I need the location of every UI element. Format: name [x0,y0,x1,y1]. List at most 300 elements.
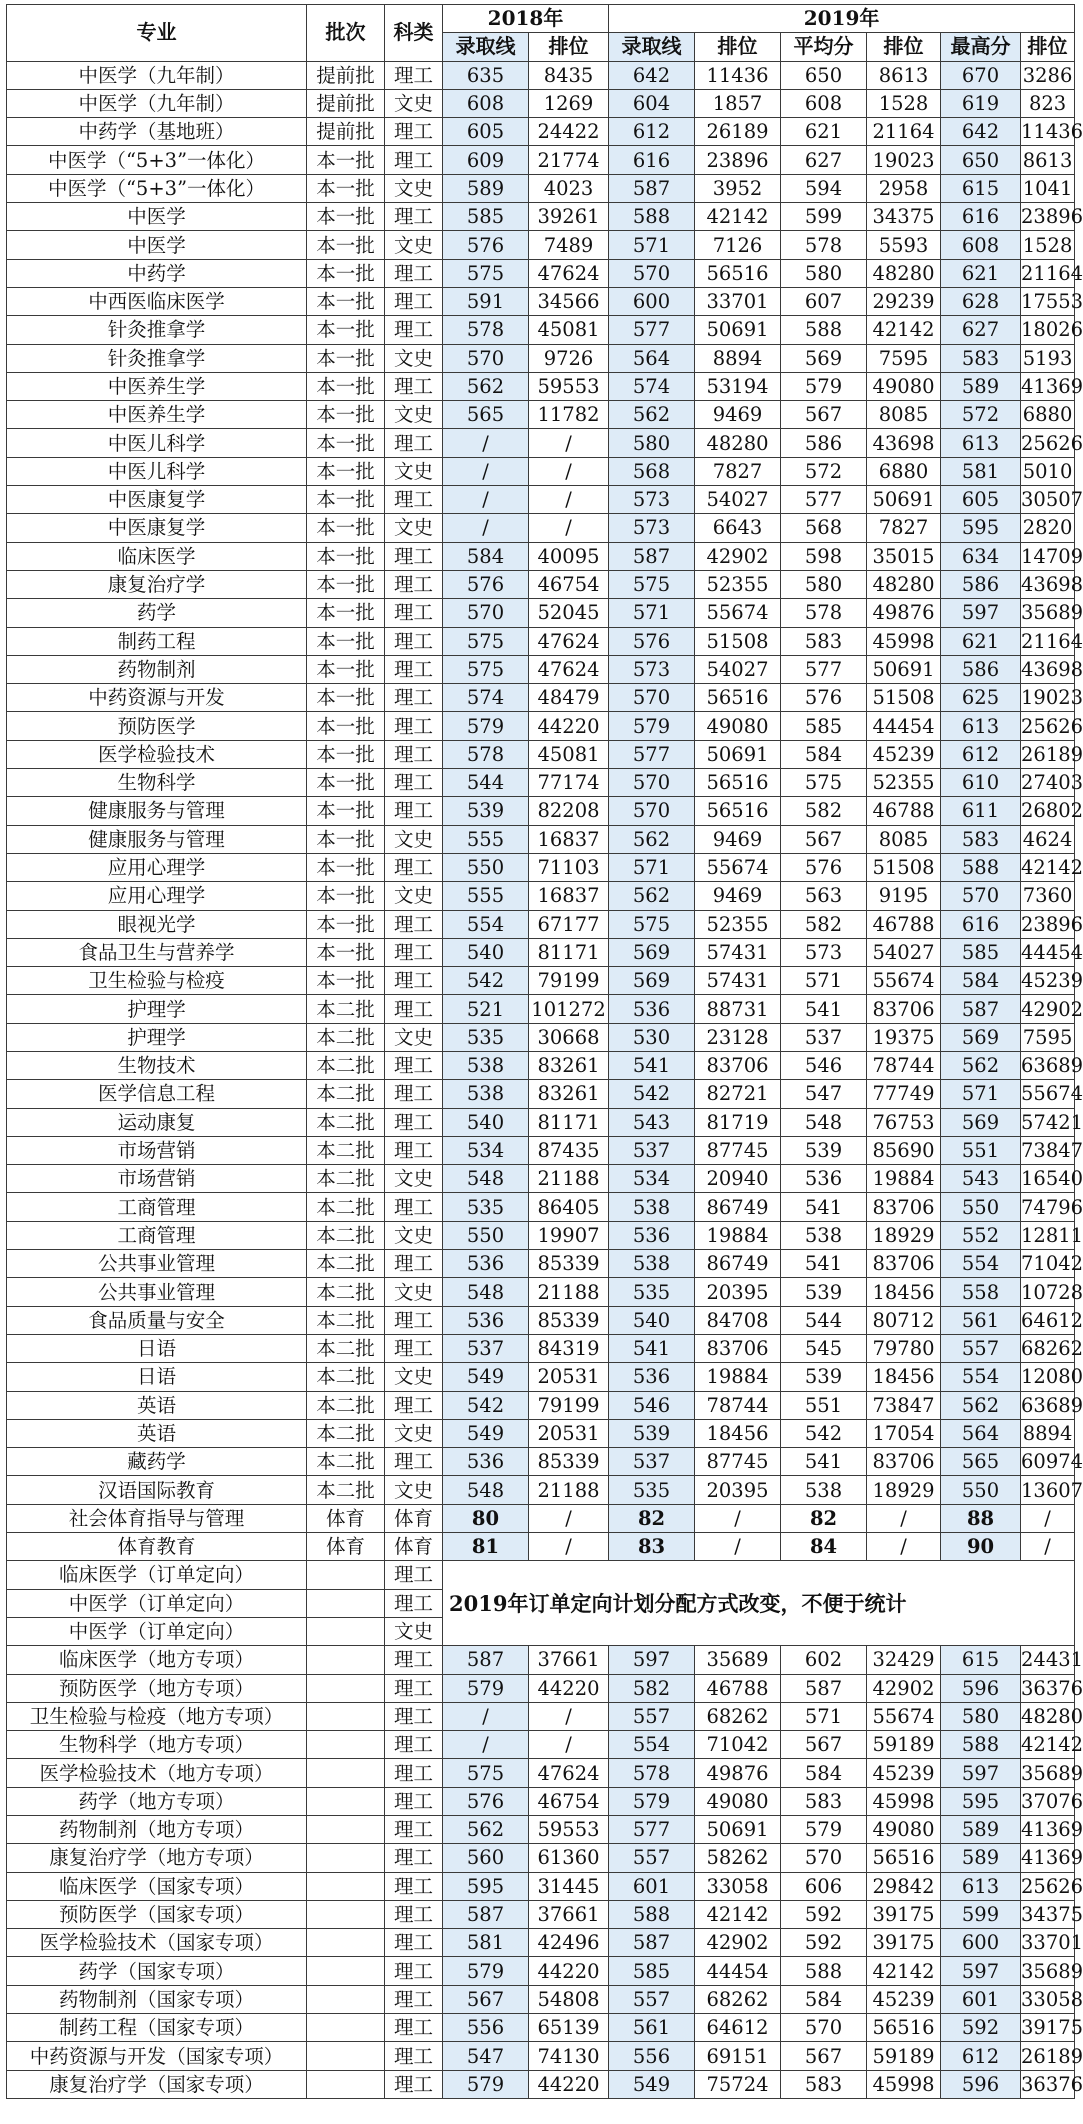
max-rank-2019-cell: 4624 [1021,825,1075,853]
batch-cell [307,2014,385,2042]
rank-2019-cell: 56516 [695,259,781,287]
max-2019-cell: 585 [941,938,1021,966]
major-cell: 制药工程 [7,627,307,655]
cut-2019-cell: 535 [609,1476,695,1504]
table-row [7,1731,1075,1759]
max-2019-cell: 605 [941,486,1021,514]
avg-2019-cell: 594 [781,174,867,202]
rank-2018-cell: 7489 [529,231,609,259]
category-cell: 理工 [385,61,443,89]
max-rank-2019-cell: 1528 [1021,231,1075,259]
major-cell: 临床医学（国家专项） [7,1872,307,1900]
rank-2019-cell: 23896 [695,146,781,174]
rank-2019-cell: 50691 [695,316,781,344]
rank-2018-cell: 46754 [529,1787,609,1815]
rank-2018-cell: 24422 [529,118,609,146]
table-row [7,684,1075,712]
cut-2018-cell: 555 [443,825,529,853]
cut-2018-cell: 579 [443,1674,529,1702]
avg-rank-2019-cell: 45998 [867,627,941,655]
table-row [7,1844,1075,1872]
rank-2019-cell: 1857 [695,89,781,117]
batch-cell: 本二批 [307,1221,385,1249]
avg-2019-cell: 575 [781,769,867,797]
cut-2018-cell: 560 [443,1844,529,1872]
avg-2019-cell: 576 [781,853,867,881]
rank-2019-cell: 44454 [695,1957,781,1985]
max-rank-2019-cell: 43698 [1021,655,1075,683]
rank-2018-cell: / [529,1533,609,1561]
max-rank-2019-cell: 19023 [1021,684,1075,712]
max-2019-cell: 612 [941,2042,1021,2070]
cut-2019-cell: 562 [609,882,695,910]
cut-2018-cell: 574 [443,684,529,712]
table-row [7,1787,1075,1815]
rank-2018-header: 排位 [529,33,609,61]
category-cell: 理工 [385,542,443,570]
cut-2018-cell: 578 [443,740,529,768]
max-rank-2019-cell: 17553 [1021,287,1075,315]
max-rank-2019-cell: 8613 [1021,146,1075,174]
major-cell: 中药学（基地班） [7,118,307,146]
avg-2019-cell: 580 [781,570,867,598]
batch-cell: 本一批 [307,542,385,570]
major-cell: 护理学 [7,1023,307,1051]
table-row [7,1023,1075,1051]
avg-2019-cell: 567 [781,401,867,429]
avg-rank-2019-cell: 18456 [867,1278,941,1306]
avg-2019-cell: 578 [781,231,867,259]
batch-cell: 本二批 [307,1419,385,1447]
rank-2019-header: 排位 [695,33,781,61]
avg-2019-cell: 584 [781,1985,867,2013]
max-2019-cell: 619 [941,89,1021,117]
rank-2019-cell: 11436 [695,61,781,89]
max-rank-2019-cell: / [1021,1504,1075,1532]
major-cell: 药物制剂（地方专项） [7,1816,307,1844]
rank-2018-cell: 1269 [529,89,609,117]
batch-cell: 本二批 [307,1250,385,1278]
batch-cell [307,1646,385,1674]
avg-2019-cell: 598 [781,542,867,570]
rank-2018-cell: 16837 [529,825,609,853]
cut-2019-cell: 530 [609,1023,695,1051]
rank-2018-cell: 44220 [529,712,609,740]
avg-2019-cell: 577 [781,655,867,683]
category-cell: 文史 [385,1221,443,1249]
max-2019-cell: 596 [941,1674,1021,1702]
batch-cell: 本一批 [307,853,385,881]
batch-cell: 本一批 [307,655,385,683]
major-cell: 社会体育指导与管理 [7,1504,307,1532]
max-2019-cell: 613 [941,429,1021,457]
max-2019-cell: 589 [941,1816,1021,1844]
rank-2019-cell: 52355 [695,910,781,938]
rank-2019-cell: 56516 [695,797,781,825]
avg-2019-cell: 579 [781,372,867,400]
rank-2018-cell: 86405 [529,1193,609,1221]
batch-cell: 本二批 [307,1165,385,1193]
avg-rank-2019-cell: 50691 [867,486,941,514]
avg-rank-2019-cell: 83706 [867,1250,941,1278]
max-2019-cell: 588 [941,853,1021,881]
max-rank-2019-cell: 12811 [1021,1221,1075,1249]
batch-cell: 本一批 [307,372,385,400]
avg-2019-cell: 585 [781,712,867,740]
avg-2019-cell: 586 [781,429,867,457]
category-cell: 文史 [385,882,443,910]
category-cell: 理工 [385,797,443,825]
rank-2019-cell: 42902 [695,542,781,570]
rank-2019-cell: 54027 [695,655,781,683]
major-cell: 卫生检验与检疫 [7,967,307,995]
cut-2018-cell: 556 [443,2014,529,2042]
rank-2018-cell: 83261 [529,1051,609,1079]
major-header: 专业 [7,5,307,62]
avg-rank-2019-cell: 39175 [867,1929,941,1957]
rank-2018-cell: 101272 [529,995,609,1023]
max-rank-2019-cell: 42142 [1021,1731,1075,1759]
major-cell: 中医儿科学 [7,429,307,457]
rank-2019-cell: 6643 [695,514,781,542]
max-2019-cell: 564 [941,1419,1021,1447]
max-rank-2019-cell: 11436 [1021,118,1075,146]
max-rank-2019-cell: 14709 [1021,542,1075,570]
max-rank-2019-cell: 63689 [1021,1391,1075,1419]
major-cell: 康复治疗学（国家专项） [7,2070,307,2098]
category-cell: 文史 [385,1419,443,1447]
rank-2019-cell: 75724 [695,2070,781,2098]
rank-2019-cell: 81719 [695,1108,781,1136]
max-2019-cell: 550 [941,1193,1021,1221]
cut-2019-cell: 587 [609,542,695,570]
rank-2019-cell: 87745 [695,1136,781,1164]
category-cell: 文史 [385,457,443,485]
avg-2019-cell: 572 [781,457,867,485]
batch-cell: 本二批 [307,1363,385,1391]
rank-2018-cell: / [529,486,609,514]
cut-2018-cell: / [443,1702,529,1730]
max-2019-cell: 615 [941,1646,1021,1674]
rank-2019-cell: 23128 [695,1023,781,1051]
category-cell: 理工 [385,712,443,740]
max-rank-2019-cell: 26189 [1021,740,1075,768]
batch-cell: 本一批 [307,174,385,202]
batch-cell: 本一批 [307,910,385,938]
cut-2019-cell: 564 [609,344,695,372]
cut-2018-cell: / [443,429,529,457]
max-2019-cell: 586 [941,655,1021,683]
rank-2018-cell: 47624 [529,259,609,287]
table-row [7,853,1075,881]
major-cell: 医学信息工程 [7,1080,307,1108]
batch-cell [307,1702,385,1730]
cut-2019-cell: 570 [609,259,695,287]
major-cell: 运动康复 [7,1108,307,1136]
batch-cell: 本一批 [307,344,385,372]
major-cell: 健康服务与管理 [7,825,307,853]
max-rank-2019-cell: 37076 [1021,1787,1075,1815]
rank-2018-cell: 20531 [529,1419,609,1447]
category-cell: 文史 [385,1617,443,1645]
rank-2018-cell: 83261 [529,1080,609,1108]
batch-header: 批次 [307,5,385,62]
cut-2018-cell: 549 [443,1363,529,1391]
table-row [7,769,1075,797]
max-2019-cell: 610 [941,769,1021,797]
avg-2019-cell: 602 [781,1646,867,1674]
category-cell: 理工 [385,1391,443,1419]
max-rank-2019-cell: 23896 [1021,910,1075,938]
rank-2019-cell: 3952 [695,174,781,202]
max-2019-cell: 627 [941,316,1021,344]
table-row [7,231,1075,259]
rank-2018-cell: 31445 [529,1872,609,1900]
cut-2018-cell: / [443,457,529,485]
major-cell: 中医学 [7,203,307,231]
max-2019-cell: 597 [941,599,1021,627]
avg-rank-2019-cell: 56516 [867,2014,941,2042]
rank-2018-cell: 21188 [529,1476,609,1504]
major-cell: 针灸推拿学 [7,344,307,372]
major-cell: 预防医学（国家专项） [7,1900,307,1928]
avg-rank-2019-cell: 21164 [867,118,941,146]
rank-2019-cell: 9469 [695,825,781,853]
major-cell: 药学（国家专项） [7,1957,307,1985]
cut-2019-cell: 569 [609,967,695,995]
avg-2019-cell: 587 [781,1674,867,1702]
category-cell: 理工 [385,1674,443,1702]
avg-rank-2019-cell: 49080 [867,372,941,400]
category-header: 科类 [385,5,443,62]
cut-2018-cell: 579 [443,712,529,740]
cut-2018-cell: 575 [443,655,529,683]
avg-2019-cell: 539 [781,1278,867,1306]
rank-2018-cell: 44220 [529,2070,609,2098]
category-cell: 体育 [385,1533,443,1561]
cut-2018-cell: 554 [443,910,529,938]
cut-2019-cell: 588 [609,1900,695,1928]
max-rank-2019-cell: 55674 [1021,1080,1075,1108]
category-cell: 理工 [385,287,443,315]
max-rank-2019-cell: 34375 [1021,1900,1075,1928]
max-2019-cell: 613 [941,712,1021,740]
category-cell: 理工 [385,1561,443,1589]
rank-2018-cell: 30668 [529,1023,609,1051]
cut-2018-cell: 589 [443,174,529,202]
table-row [7,1504,1075,1532]
avg-rank-2019-cell: 45239 [867,740,941,768]
batch-cell: 本二批 [307,1476,385,1504]
rank-2018-cell: 34566 [529,287,609,315]
rank-2019-cell: 18456 [695,1419,781,1447]
rank-2019-cell: 50691 [695,1816,781,1844]
avg-rank-2019-cell: 7595 [867,344,941,372]
rank-2018-cell: 21188 [529,1278,609,1306]
batch-cell: 本二批 [307,1193,385,1221]
avg-2019-cell: 548 [781,1108,867,1136]
cut-2019-cell: 588 [609,203,695,231]
category-cell: 理工 [385,910,443,938]
avg-rank-2019-cell: 77749 [867,1080,941,1108]
table-row [7,1165,1075,1193]
batch-cell: 本一批 [307,457,385,485]
cut-2018-cell: 567 [443,1985,529,2013]
table-row [7,203,1075,231]
major-cell: 工商管理 [7,1221,307,1249]
cut-2019-cell: 601 [609,1872,695,1900]
avg-rank-2019-cell: 59189 [867,1731,941,1759]
batch-cell: 本一批 [307,712,385,740]
max-rank-2019-cell: 42142 [1021,853,1075,881]
category-cell: 理工 [385,1334,443,1362]
avg-rank-2019-cell: 19884 [867,1165,941,1193]
cut-2019-cell: 83 [609,1533,695,1561]
max-rank-2019-cell: 74796 [1021,1193,1075,1221]
rank-2019-cell: 46788 [695,1674,781,1702]
rank-2018-cell: / [529,1702,609,1730]
max-rank-2019-cell: 36376 [1021,2070,1075,2098]
avg-rank-2019-cell: 45239 [867,1759,941,1787]
avg-2019-cell: 544 [781,1306,867,1334]
cut-2019-cell: 538 [609,1193,695,1221]
batch-cell: 体育 [307,1504,385,1532]
category-cell: 文史 [385,344,443,372]
max-rank-2019-cell: 36376 [1021,1674,1075,1702]
rank-2018-cell: 20531 [529,1363,609,1391]
category-cell: 文史 [385,1023,443,1051]
category-cell: 理工 [385,1193,443,1221]
batch-cell [307,1787,385,1815]
category-cell: 理工 [385,429,443,457]
cut-2018-cell: 608 [443,89,529,117]
rank-2018-cell: 44220 [529,1957,609,1985]
table-row [7,2014,1075,2042]
max-2019-cell: 597 [941,1759,1021,1787]
major-cell: 日语 [7,1334,307,1362]
avg-rank-2019-cell: 18456 [867,1363,941,1391]
major-cell: 中医学（九年制） [7,61,307,89]
max-2019-cell: 616 [941,910,1021,938]
avg-rank-2019-cell: 18929 [867,1221,941,1249]
avg-rank-2019-cell: / [867,1533,941,1561]
table-row [7,542,1075,570]
cut-2018-cell: 635 [443,61,529,89]
max-rank-2019-cell: 35689 [1021,1957,1075,1985]
max-rank-2019-cell: / [1021,1533,1075,1561]
rank-2018-cell: 82208 [529,797,609,825]
cut-2019-cell: 561 [609,2014,695,2042]
avg-2019-cell: 580 [781,259,867,287]
table-row [7,61,1075,89]
avg-rank-2019-cell: 48280 [867,570,941,598]
cut-2019-cell: 571 [609,853,695,881]
major-cell: 护理学 [7,995,307,1023]
rank-2018-cell: 59553 [529,372,609,400]
cut-2019-cell: 541 [609,1334,695,1362]
max-2019-cell: 562 [941,1391,1021,1419]
batch-cell: 本二批 [307,995,385,1023]
rank-2019-cell: 9469 [695,401,781,429]
max-2019-cell: 621 [941,259,1021,287]
cut-2019-cell: 577 [609,740,695,768]
rank-2019-cell: 68262 [695,1985,781,2013]
cut-2019-cell: 537 [609,1136,695,1164]
avg-rank-2019-cell: 83706 [867,995,941,1023]
avg-rank-2019-cell: 19023 [867,146,941,174]
avg-2019-cell: 606 [781,1872,867,1900]
cut-2018-cell: 575 [443,259,529,287]
category-cell: 理工 [385,1900,443,1928]
category-cell: 理工 [385,655,443,683]
avg-2019-cell: 541 [781,1250,867,1278]
max-rank-2019-cell: 42902 [1021,995,1075,1023]
batch-cell: 本一批 [307,231,385,259]
major-cell: 临床医学（地方专项） [7,1646,307,1674]
rank-2018-cell: 54808 [529,1985,609,2013]
rank-2019-cell: 56516 [695,769,781,797]
cut-2019-cell: 534 [609,1165,695,1193]
avg-2019-cell: 573 [781,938,867,966]
batch-cell: 本二批 [307,1391,385,1419]
cut-2019-cell: 557 [609,1702,695,1730]
avg-rank-2019-cell: 8613 [867,61,941,89]
cut-2018-cell: 534 [443,1136,529,1164]
cut-score-2018-header: 录取线 [443,33,529,61]
max-2019-cell: 571 [941,1080,1021,1108]
cut-2018-cell: 535 [443,1193,529,1221]
cut-2019-cell: 573 [609,514,695,542]
major-cell: 公共事业管理 [7,1250,307,1278]
avg-rank-2019-cell: 29239 [867,287,941,315]
major-cell: 应用心理学 [7,882,307,910]
rank-2019-cell: 83706 [695,1334,781,1362]
category-cell: 理工 [385,967,443,995]
cut-2019-cell: 569 [609,938,695,966]
category-cell: 理工 [385,372,443,400]
cut-2018-cell: 570 [443,344,529,372]
cut-2019-cell: 573 [609,655,695,683]
batch-cell: 本二批 [307,1080,385,1108]
rank-2019-cell: / [695,1533,781,1561]
max-2019-cell: 589 [941,1844,1021,1872]
cut-2019-cell: 576 [609,627,695,655]
avg-2019-cell: 583 [781,1787,867,1815]
rank-2018-cell: 79199 [529,1391,609,1419]
max-2019-cell: 601 [941,1985,1021,2013]
batch-cell [307,1844,385,1872]
category-cell: 理工 [385,1250,443,1278]
category-cell: 理工 [385,118,443,146]
category-cell: 理工 [385,1731,443,1759]
batch-cell [307,1674,385,1702]
avg-2019-cell: 546 [781,1051,867,1079]
cut-2018-cell: / [443,514,529,542]
batch-cell [307,1816,385,1844]
batch-cell: 提前批 [307,118,385,146]
category-cell: 体育 [385,1504,443,1532]
table-row [7,1221,1075,1249]
max-2019-cell: 621 [941,627,1021,655]
major-cell: 工商管理 [7,1193,307,1221]
category-cell: 理工 [385,1759,443,1787]
batch-cell [307,1589,385,1617]
category-cell: 理工 [385,995,443,1023]
table-row [7,89,1075,117]
max-2019-cell: 572 [941,401,1021,429]
cut-2019-cell: 585 [609,1957,695,1985]
rank-2018-cell: 79199 [529,967,609,995]
